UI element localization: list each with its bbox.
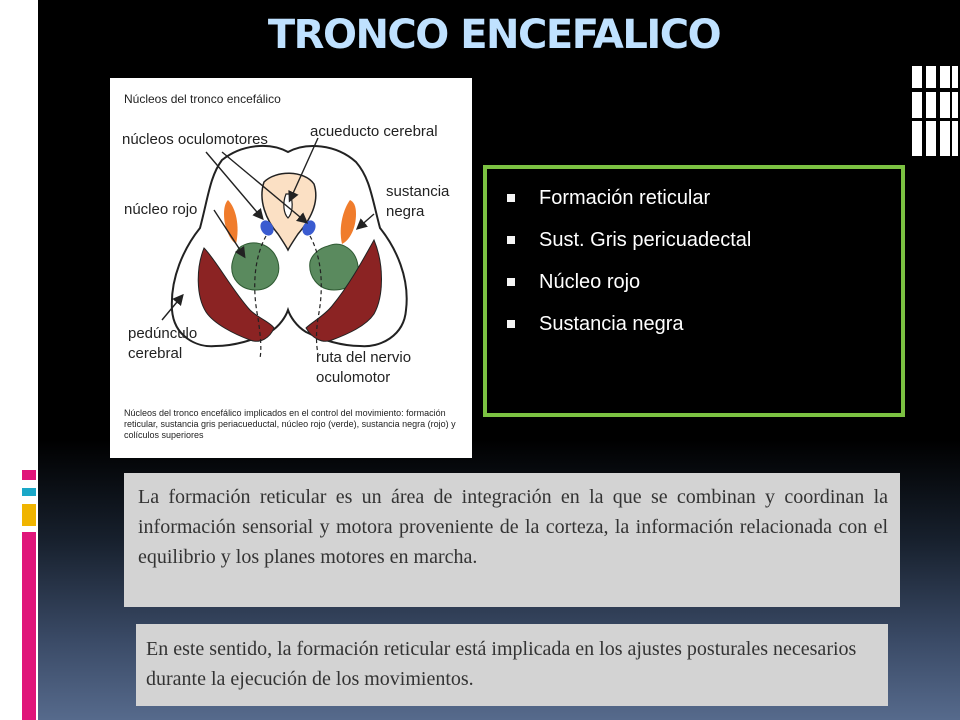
list-item-label: Sustancia negra — [539, 313, 684, 335]
square-bullet-icon — [507, 236, 515, 244]
corner-stripes-decoration — [902, 58, 958, 156]
list-item-label: Formación reticular — [539, 187, 711, 209]
list-item — [507, 261, 751, 303]
diagram-caption: Núcleos del tronco encefálico implicados en el control del movimiento: formación reticular, sustancia gris periacueductal, núcleo rojo (verde), sustancia negra (rojo) y colículos superiores — [124, 408, 456, 440]
list-item — [507, 303, 751, 345]
square-bullet-icon — [507, 194, 515, 202]
list-item-label: Núcleo rojo — [539, 271, 641, 293]
diagram-heading: Núcleos del tronco encefálico — [124, 92, 281, 106]
list-item — [507, 177, 751, 219]
label-oculomotor-nuclei: núcleos oculomotores — [122, 131, 268, 148]
square-bullet-icon — [507, 320, 515, 328]
red-nucleus-left — [232, 243, 279, 290]
key-structures-list — [507, 177, 751, 345]
postural-adjustment-paragraph: En este sentido, la formación reticular está implicada en los ajustes posturales necesarios durante la ejecución de los movimientos. — [136, 624, 888, 706]
reticular-formation-paragraph: La formación reticular es un área de integración en la que se combinan y coordinan la información sensorial y motora proveniente de la corteza, la información relacionada con el equilibrio y los planes motores en marcha. — [124, 473, 900, 607]
key-structures-box — [483, 165, 905, 417]
slide-title: TRONCO ENCEFALICO — [267, 12, 721, 58]
label-oculomotor-nerve-path: ruta del nervio oculomotor — [316, 349, 412, 386]
label-cerebral-peduncle: pedúnculo cerebral — [128, 325, 198, 362]
brainstem-diagram — [110, 78, 472, 458]
side-color-bars-decoration — [22, 470, 36, 720]
list-item-label: Sust. Gris pericuadectal — [539, 229, 752, 251]
label-cerebral-aqueduct: acueducto cerebral — [310, 123, 438, 140]
label-substantia-nigra: sustancia negra — [386, 183, 450, 220]
square-bullet-icon — [507, 278, 515, 286]
label-red-nucleus: núcleo rojo — [124, 201, 198, 218]
list-item — [507, 219, 751, 261]
